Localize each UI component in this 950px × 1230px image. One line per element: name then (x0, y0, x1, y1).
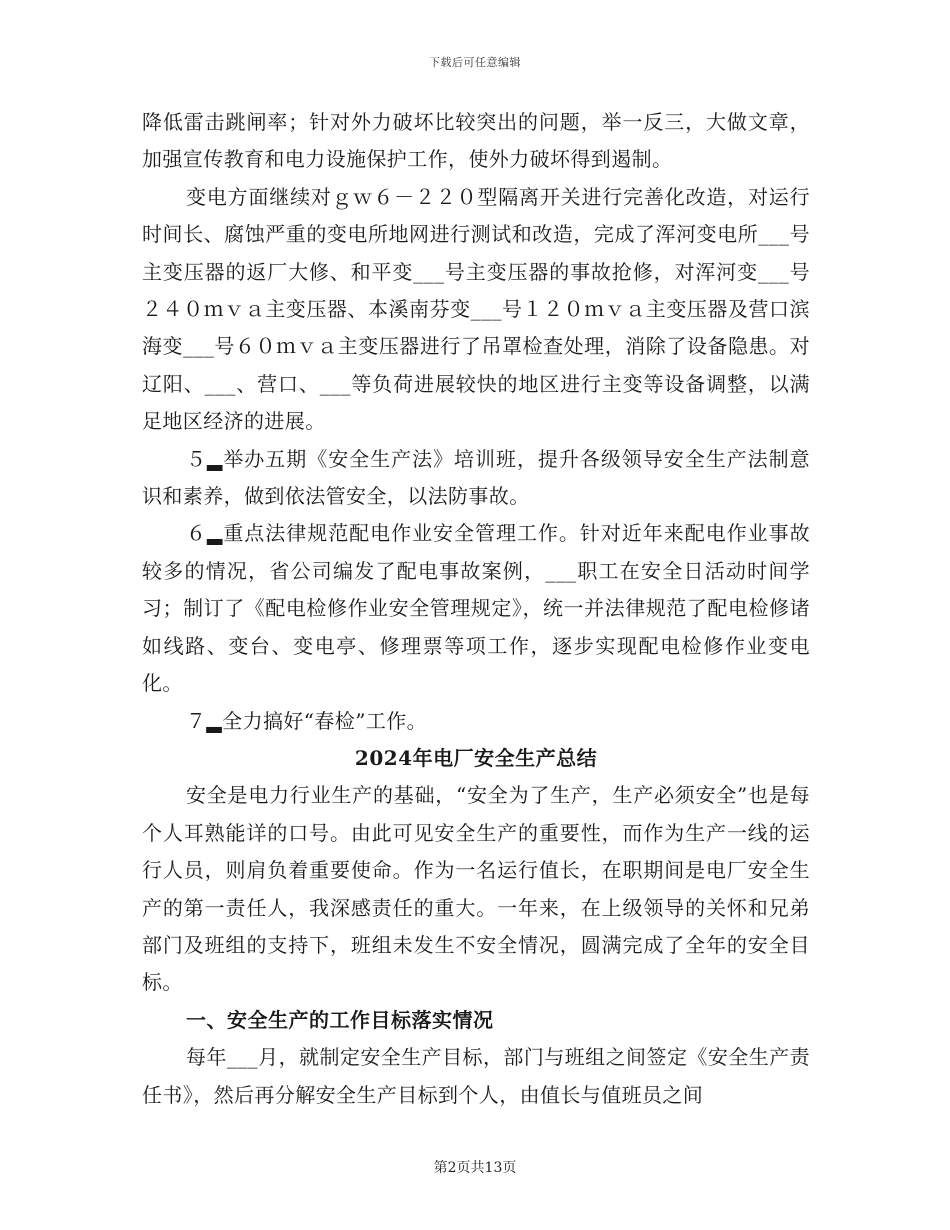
document-body (142, 104, 810, 1114)
document-title: 2024年电厂安全生产总结 (354, 745, 598, 770)
page-footer: 第2页共13页 (433, 1160, 517, 1176)
paragraph-item-5: ５▂举办五期《安全生产法》培训班，提升各级领导安全生产法制意识和素养，做到依法管安全，以法防事故。 (142, 446, 810, 509)
paragraph-intro: 安全是电力行业生产的基础，“安全为了生产，生产必须安全”也是每个人耳熟能详的口号。由此可见安全生产的重要性，而作为生产一线的运行人员，则肩负着重要使命。作为一名运行值长，在职期间是电厂安全生产的第一责任人，我深感责任的重大。一年来，在上级领导的关怀和兄弟部门及班组的支持下，班组未发生不安全情况，圆满完成了全年的安全目标。 (142, 783, 810, 995)
paragraph-substation: 变电方面继续对ｇｗ６－２２０型隔离开关进行完善化改造，对运行时间长、腐蚀严重的变电所地网进行测试和改造，完成了浑河变电所___号主变压器的返厂大修、和平变___号主变压器的事故抢修，对浑河变___号２４０ｍｖａ主变压器、本溪南芬变___号１２０ｍｖａ主变压器及营口滨海变___号６０ｍｖａ主变压器进行了吊罩检查处理，消除了设备隐患。对辽阳、___、营口、___等负荷进展较快的地区进行主变等设备调整，以满足地区经济的进展。 (142, 184, 810, 434)
header-note: 下载后可任意编辑 (429, 56, 521, 69)
section-heading-1: 一、安全生产的工作目标落实情况 (186, 1007, 494, 1032)
paragraph-lightning: 降低雷击跳闸率；针对外力破坏比较突出的问题，举一反三，大做文章，加强宣传教育和电力设施保护工作，使外力破坏得到遏制。 (142, 110, 810, 172)
paragraph-item-6: ６▂重点法律规范配电作业安全管理工作。针对近年来配电作业事故较多的情况，省公司编发了配电事故案例，___职工在安全日活动时间学习；制订了《配电检修作业安全管理规定》，统一并法律规范了配电检修诸如线路、变台、变电亭、修理票等项工作，逐步实现配电检修作业变电化。 (142, 521, 810, 696)
paragraph-item-7: ７▂全力搞好“春检”工作。 (186, 708, 428, 733)
paragraph-goals: 每年___月，就制定安全生产目标，部门与班组之间签定《安全生产责任书》，然后再分解安全生产目标到个人，由值长与值班员之间 (142, 1045, 810, 1107)
